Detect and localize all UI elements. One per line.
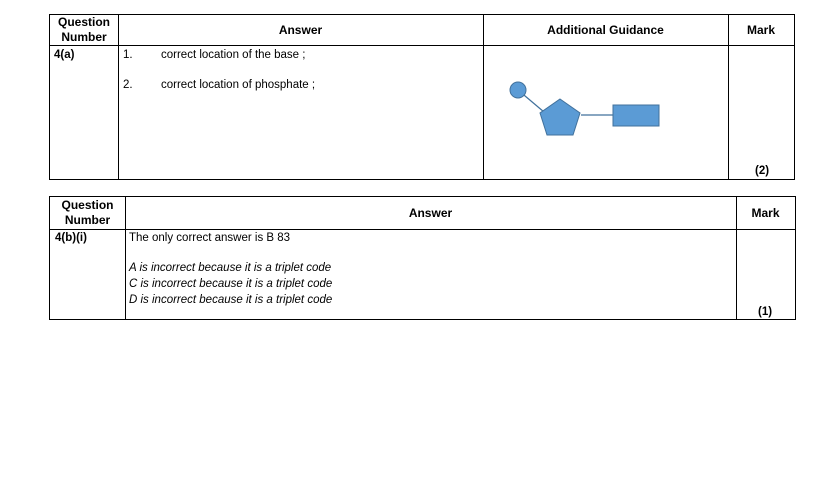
additional-guidance-header bbox=[483, 15, 728, 45]
mark-header bbox=[736, 197, 795, 229]
base-rectangle bbox=[613, 105, 659, 126]
incorrect-reason: C is incorrect because it is a triplet code bbox=[129, 278, 333, 290]
answer-item-text: correct location of the base ; bbox=[161, 49, 306, 61]
mark-header bbox=[728, 15, 794, 45]
answer-header bbox=[118, 15, 483, 45]
correct-answer-text: The only correct answer is B 83 bbox=[129, 232, 291, 244]
header-text: Answer bbox=[278, 22, 323, 37]
answer-item-number: 2. bbox=[123, 79, 133, 91]
header-text: Mark bbox=[746, 22, 775, 37]
mark-value: (1) bbox=[758, 306, 773, 318]
question-number-header bbox=[50, 197, 125, 229]
answer-header bbox=[125, 197, 736, 229]
phosphate-circle bbox=[510, 82, 526, 98]
nucleotide-diagram bbox=[484, 46, 728, 180]
header-text: Mark bbox=[751, 205, 780, 220]
header-text: Additional Guidance bbox=[547, 22, 664, 37]
header-text: Number bbox=[61, 30, 107, 44]
question-number-header bbox=[50, 15, 118, 45]
mark-scheme-table-4bi bbox=[49, 196, 796, 320]
header-text: Answer bbox=[408, 205, 453, 220]
sugar-pentagon bbox=[540, 99, 580, 135]
incorrect-reason: D is incorrect because it is a triplet code bbox=[129, 294, 333, 306]
question-number: 4(b)(i) bbox=[55, 232, 87, 244]
header-text: Question bbox=[61, 198, 114, 212]
mark-value: (2) bbox=[755, 165, 770, 177]
answer-item-number: 1. bbox=[123, 49, 133, 61]
header-divider bbox=[50, 229, 795, 230]
header-text: Number bbox=[64, 213, 111, 227]
incorrect-reason: A is incorrect because it is a triplet code bbox=[129, 262, 332, 274]
question-number: 4(a) bbox=[54, 49, 75, 61]
header-text: Question bbox=[57, 15, 110, 29]
mark-scheme-table-4a bbox=[49, 14, 795, 180]
answer-item-text: correct location of phosphate ; bbox=[161, 79, 316, 91]
